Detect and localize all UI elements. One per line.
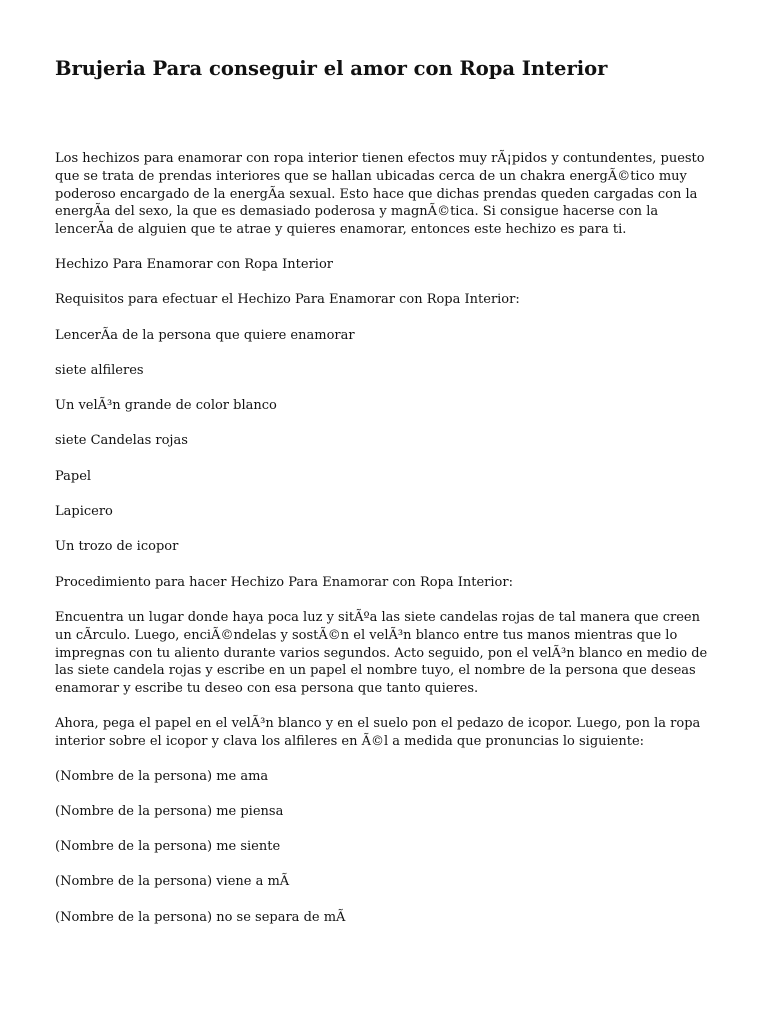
incantation-line: (Nombre de la persona) viene a mÃ bbox=[55, 874, 290, 890]
intro-paragraph: Los hechizos para enamorar con ropa interior tienen efectos muy rÃ¡pidos y contundentes, puesto que se trata de prendas interiores que se hallan ubicadas cerca de un chakra energÃ©tico muy poderoso encargado de la energÃa sexual. Esto hace que dichas prendas queden cargadas con la energÃa del sexo, la que es demasiado poderosa y magnÃ©tica. Si consigue hacerse con la lencerÃa de alguien que te atrae y quieres enamorar, entonces este hechizo es para ti. bbox=[55, 151, 705, 238]
requirement-item: Papel bbox=[55, 468, 92, 484]
document-title: Brujeria Para conseguir el amor con Ropa Interior bbox=[55, 57, 608, 80]
requirement-item: siete Candelas rojas bbox=[55, 433, 188, 449]
incantation-line: (Nombre de la persona) me siente bbox=[55, 839, 281, 855]
requirements-heading: Requisitos para efectuar el Hechizo Para Enamorar con Ropa Interior: bbox=[55, 292, 520, 308]
document-body bbox=[55, 150, 715, 944]
incantation-line: (Nombre de la persona) no se separa de mÃ bbox=[55, 909, 346, 925]
requirement-item: Lapicero bbox=[55, 504, 113, 520]
incantation-line: (Nombre de la persona) me piensa bbox=[55, 803, 284, 819]
procedure-heading: Procedimiento para hacer Hechizo Para Enamorar con Ropa Interior: bbox=[55, 574, 513, 590]
section-heading-hechizo: Hechizo Para Enamorar con Ropa Interior bbox=[55, 256, 334, 272]
requirement-item: Un velÃ³n grande de color blanco bbox=[55, 398, 277, 414]
incantation-line: (Nombre de la persona) me ama bbox=[55, 768, 269, 784]
requirement-item: LencerÃa de la persona que quiere enamorar bbox=[55, 327, 355, 343]
procedure-paragraph: Encuentra un lugar donde haya poca luz y sitÃºa las siete candelas rojas de tal manera que creen un cÃrculo. Luego, enciÃ©ndelas y sostÃ©n el velÃ³n blanco entre tus manos mientras que lo impregnas con tu aliento durante varios segundos. Acto seguido, pon el velÃ³n blanco en medio de las siete candela rojas y escribe en un papel el nombre tuyo, el nombre de la persona que deseas enamorar y escribe tu deseo con esa persona que tanto quieres. bbox=[55, 609, 708, 697]
requirement-item: Un trozo de icopor bbox=[55, 539, 179, 555]
procedure-paragraph: Ahora, pega el papel en el velÃ³n blanco y en el suelo pon el pedazo de icopor. Luego, pon la ropa interior sobre el icopor y clava los alfileres en Ã©l a medida que pronuncias lo siguiente: bbox=[55, 715, 701, 749]
requirement-item: siete alfileres bbox=[55, 362, 144, 378]
